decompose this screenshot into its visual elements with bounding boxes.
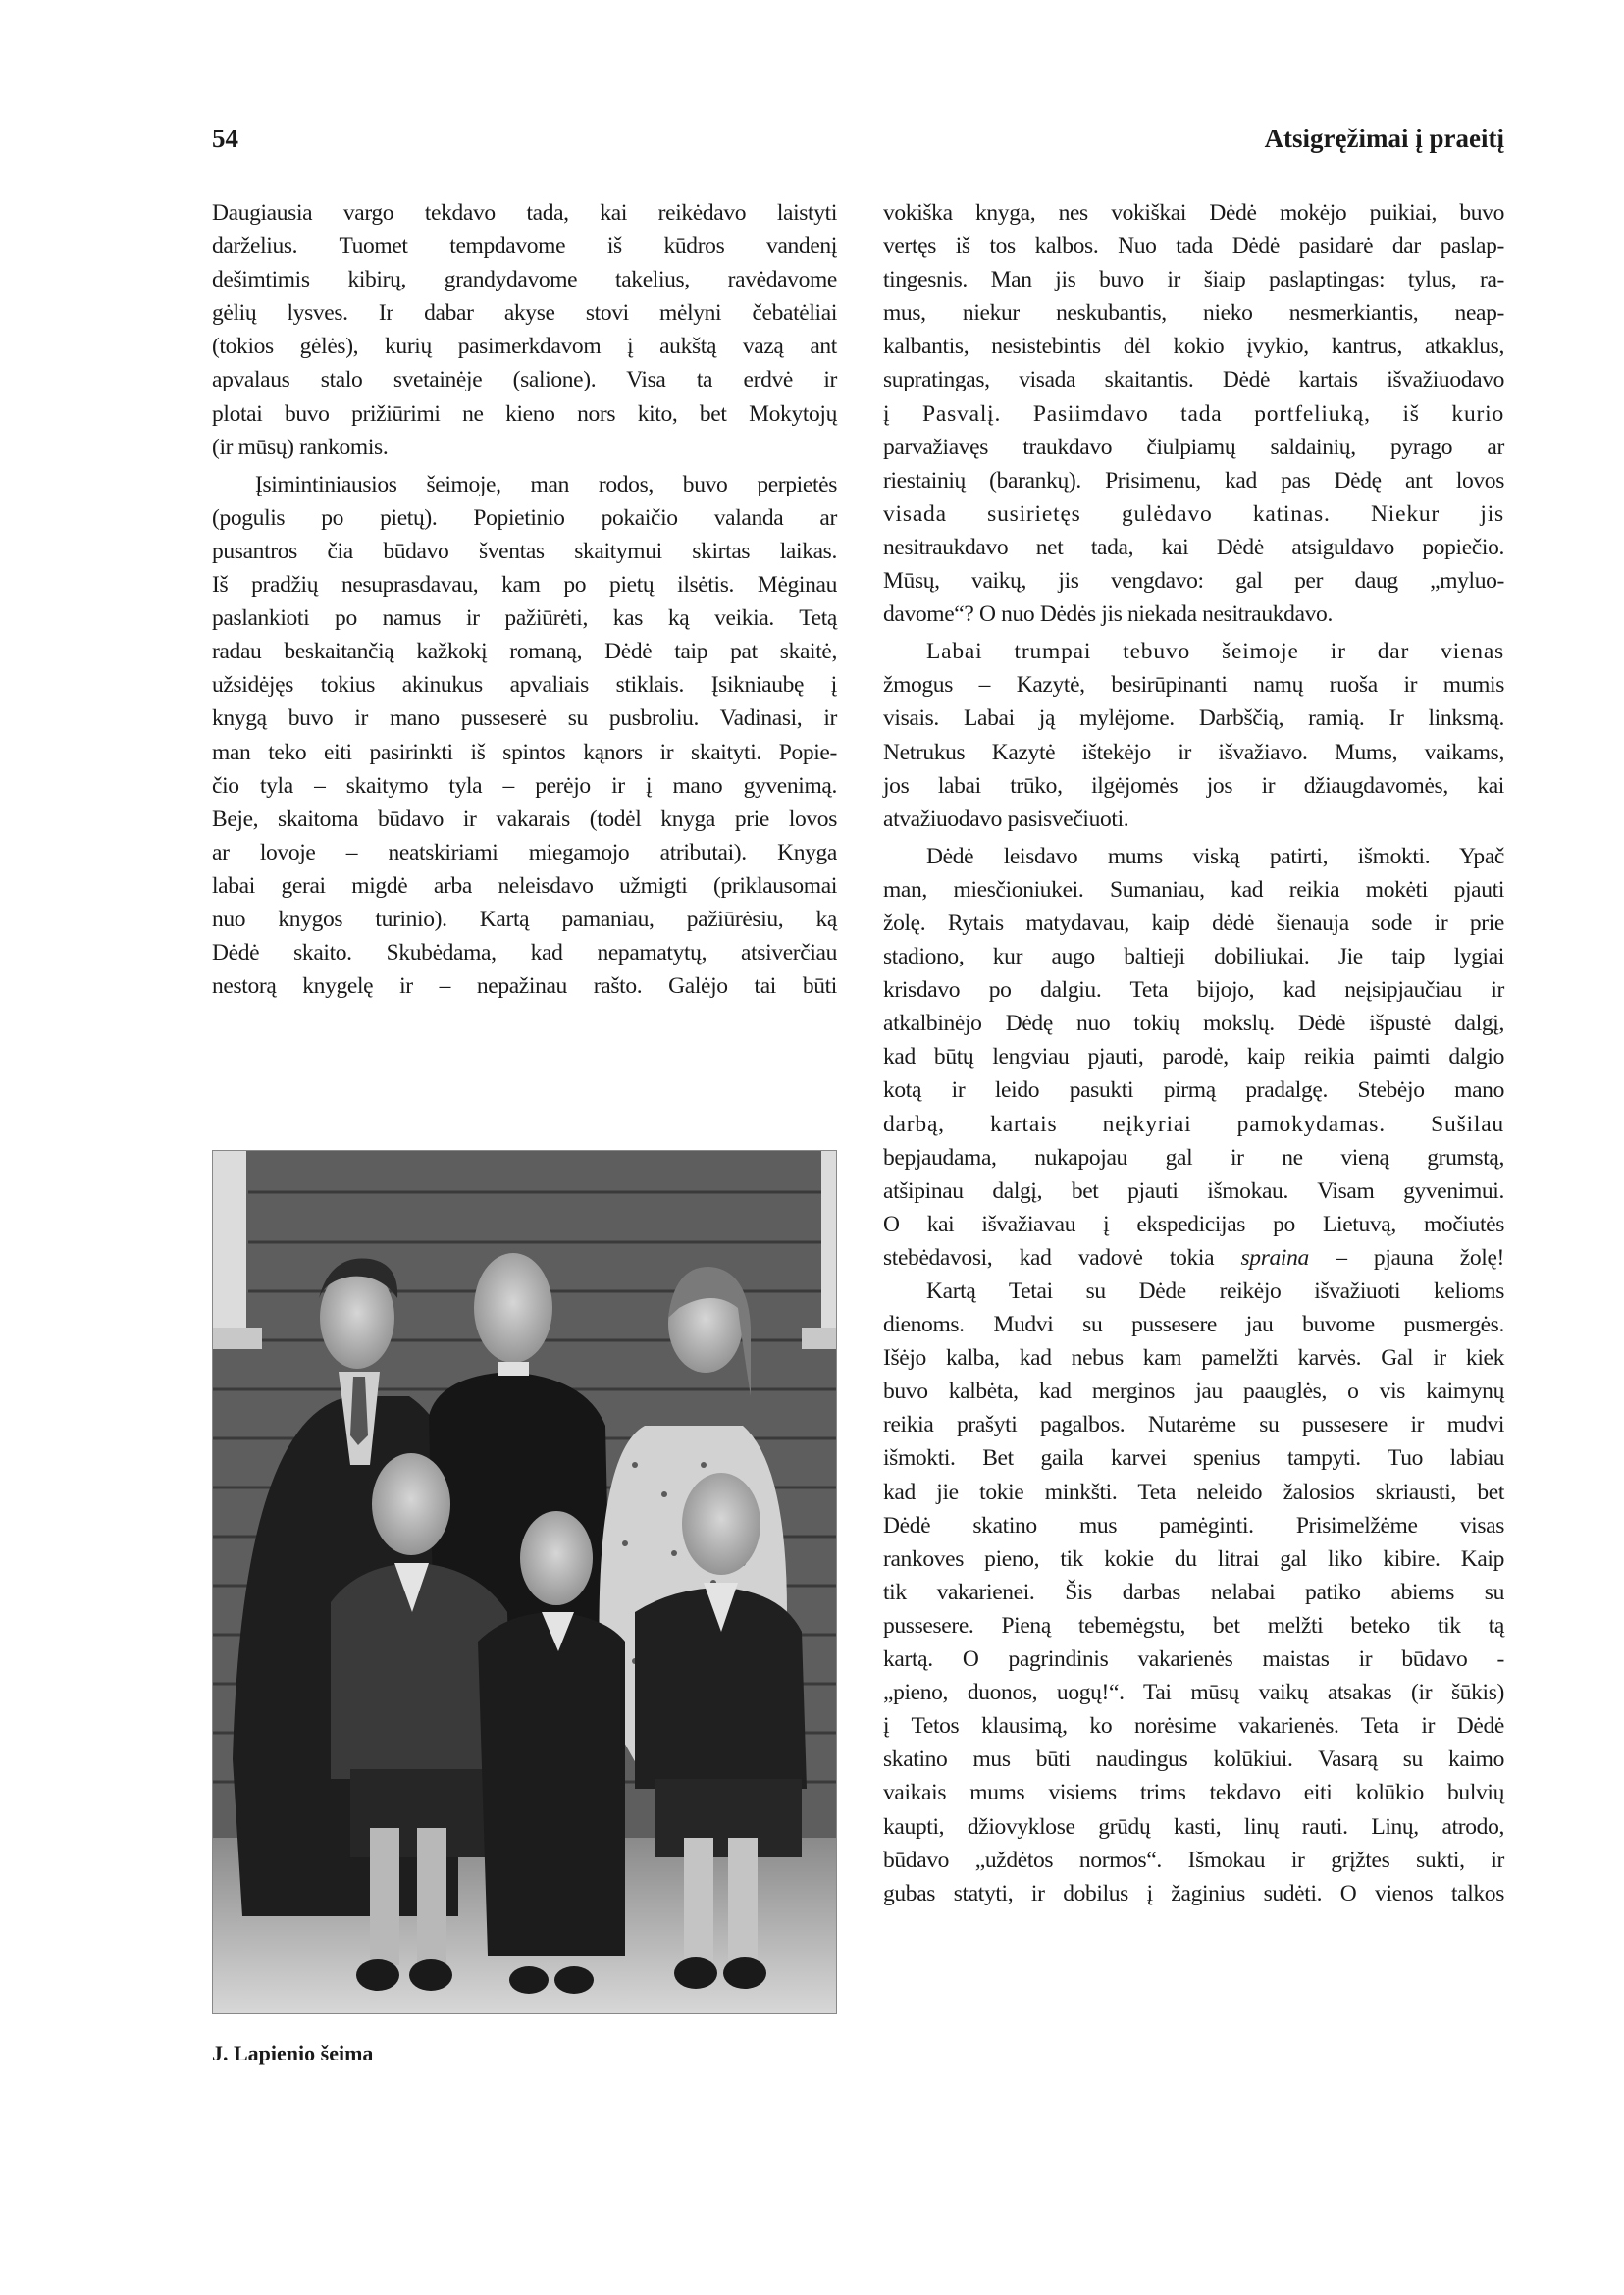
text-line: buvo kalbėta, kad merginos jau paauglės, o vis kaimynų [883, 1379, 1504, 1405]
text-line: kad jie tokie minkšti. Teta neleido žalosios skriausti, bet [883, 1479, 1504, 1505]
text-line: radau beskaitančią kažkokį romaną, Dėdė taip pat skaitė, [212, 639, 837, 665]
text-line: knygą buvo ir mano pusseserė su pusbroliu. Vadinasi, ir [212, 705, 837, 732]
text-line: (tokios gėlės), kurių pasimerkdavom į aukštą vazą ant [212, 334, 837, 360]
text-line: vokiška knyga, nes vokiškai Dėdė mokėjo puikiai, buvo [883, 200, 1504, 226]
text-line: Beje, skaitoma būdavo ir vakarais (todėl knyga prie lovos [212, 806, 837, 832]
text-line: stadiono, kur augo baltieji dobiliukai. Jie taip lygiai [883, 944, 1504, 970]
text-line: Kartą Tetai su Dėde reikėjo išvažiuoti kelioms [926, 1278, 1504, 1304]
text-line: kad būtų lengviau pjauti, parodė, kaip reikia paimti dalgio [883, 1044, 1504, 1070]
text-line: čio tyla – skaitymo tyla – perėjo ir į mano gyvenimą. [212, 772, 837, 799]
text-line: nestorą knygelę ir – nepažinau rašto. Galėjo tai būti [212, 973, 837, 1000]
text-line: atkalbinėjo Dėdę nuo tokių mokslų. Dėdė išpustė dalgį, [883, 1011, 1504, 1037]
text-line: pusantros čia būdavo šventas skaitymui skirtas laikas. [212, 538, 837, 564]
text-line: dienoms. Mudvi su pussesere jau buvome pusmergės. [883, 1312, 1504, 1338]
family-photo-illustration [213, 1151, 837, 2014]
text-line: Daugiausia vargo tekdavo tada, kai reikėdavo laistyti [212, 200, 837, 226]
text-line: ar lovoje – neatskiriami miegamojo atributai). Knyga [212, 839, 837, 865]
page-number: 54 [212, 124, 238, 153]
text-line: gėlių lysves. Ir dabar akyse stovi mėlyni čebatėliai [212, 300, 837, 327]
text-line: nuo knygos turinio). Kartą pamaniau, pažiūrėsiu, ką [212, 906, 837, 932]
text-line: mus, niekur neskubantis, nieko nesmerkiantis, neap- [883, 300, 1504, 327]
text-line: kaupti, džiovyklose grūdų kasti, linų rauti. Linų, atrodo, [883, 1813, 1504, 1840]
text-line: gubas statyti, ir dobilus į žaginius sudėti. O vienos talkos [883, 1880, 1504, 1906]
text-line: dešimtimis kibirų, grandydavome takelius, ravėdavome [212, 267, 837, 293]
text-line: Išėjo kalba, kad nebus kam pamelžti karvės. Gal ir kiek [883, 1345, 1504, 1372]
text-line: kartą. O pagrindinis vakarienės maistas ir būdavo - [883, 1646, 1504, 1673]
text-line: darbą, kartais neįkyriai pamokydamas. Sušilau [883, 1111, 1504, 1137]
text-line: visada susirietęs gulėdavo katinas. Niekur jis [883, 500, 1504, 527]
text-line: krisdavo po dalgiu. Teta bijojo, kad neįsipjaučiau ir [883, 977, 1504, 1004]
text-line: plotai buvo prižiūrimi ne kieno nors kito, bet Mokytojų [212, 400, 837, 427]
text-line: vaikais mums visiems trims tekdavo eiti kolūkio bulvių [883, 1780, 1504, 1806]
text-line: reikia prašyti pagalbos. Nutarėme su pussesere ir mudvi [883, 1412, 1504, 1438]
text-line: būdavo „uždėtos normos“. Išmokau ir grįžtes sukti, ir [883, 1847, 1504, 1873]
text-line: kalbantis, nesistebintis dėl kokio įvykio, kantrus, atkaklus, [883, 334, 1504, 360]
text-line: atvažiuodavo pasisvečiuoti. [883, 806, 1129, 832]
text-line: bepjaudama, nukapojau gal ir ne vieną grumstą, [883, 1144, 1504, 1171]
text-line: (pogulis po pietų). Popietinio pokaičio valanda ar [212, 504, 837, 531]
text-line: į Pasvalį. Pasiimdavo tada portfeliuką, iš kurio [883, 400, 1504, 427]
text-line: davome“? O nuo Dėdės jis niekada nesitraukdavo. [883, 601, 1333, 628]
text-line: kotą ir leido pasukti pirmą pradalgę. Stebėjo mano [883, 1077, 1504, 1104]
text-line: visais. Labai ją mylėjome. Darbščią, ramią. Ir linksmą. [883, 705, 1504, 732]
text-line: jos labai trūko, ilgėjomės jos ir džiaugdavomės, kai [883, 772, 1504, 799]
text-line: stebėdavosi, kad vadovė tokia spraina – pjauna žolę! [883, 1244, 1505, 1271]
text-line: parvažiavęs traukdavo čiulpiamų saldainių, pyrago ar [883, 434, 1504, 460]
text-line: darželius. Tuomet tempdavome iš kūdros vandenį [212, 234, 837, 260]
text-line: žolę. Rytais matydavau, kaip dėdė šienauja sode ir prie [883, 910, 1504, 936]
text-line: „pieno, duonos, uogų!“. Tai mūsų vaikų atsakas (ir šūkis) [883, 1680, 1504, 1706]
text-line: užsidėjęs tokius akinukus apvaliais stiklais. Įsikniaubę į [212, 672, 837, 699]
text-line: man, miesčioniukei. Sumaniau, kad reikia mokėti pjauti [883, 876, 1504, 903]
right-column-text [883, 196, 1504, 1910]
text-line: tik vakarienei. Šis darbas nelabai patiko abiems su [883, 1579, 1504, 1605]
text-line: vertęs iš tos kalbos. Nuo tada Dėdė pasidarė dar paslap- [883, 234, 1504, 260]
text-line: atšipinau dalgį, bet pjauti išmokau. Visam gyvenimui. [883, 1177, 1504, 1204]
text-line: žmogus – Kazytė, besirūpinanti namų ruoša ir mumis [883, 672, 1504, 699]
text-line: Dėdė skatino mus pamėginti. Prisimelžėme visas [883, 1512, 1504, 1539]
photo-caption: J. Lapienio šeima [212, 2041, 374, 2065]
text-line: į Tetos klausimą, ko norėsime vakarienės. Teta ir Dėdė [883, 1713, 1504, 1740]
text-line: Iš pradžių nesuprasdavau, kam po pietų ilsėtis. Mėginau [212, 572, 837, 599]
text-line: Dėdė leisdavo mums viską patirti, išmokti. Ypač [926, 843, 1504, 869]
text-line: nesitraukdavo net tada, kai Dėdė atsiguldavo popiečio. [883, 534, 1504, 560]
text-line: apvalaus stalo svetainėje (salione). Visa ta erdvė ir [212, 367, 837, 393]
text-line: skatino mus būti naudingus kolūkiui. Vasarą su kaimo [883, 1747, 1504, 1773]
text-line: tingesnis. Man jis buvo ir šiaip paslaptingas: tylus, ra- [883, 267, 1504, 293]
text-line: Labai trumpai tebuvo šeimoje ir dar vienas [926, 639, 1504, 665]
text-line: riestainių (barankų). Prisimenu, kad pas Dėdę ant lovos [883, 467, 1504, 494]
text-line: Dėdė skaito. Skubėdama, kad nepamatytų, atsiverčiau [212, 940, 837, 966]
text-line: rankoves pieno, tik kokie du litrai gal liko kibire. Kaip [883, 1545, 1504, 1572]
left-column-text [212, 196, 837, 1003]
text-line: išmokti. Bet gaila karvei spenius tampyti. Tuo labiau [883, 1445, 1504, 1472]
text-line: (ir mūsų) rankomis. [212, 434, 389, 460]
text-line: pussesere. Pieną tebemėgstu, bet melžti beteko tik tą [883, 1612, 1504, 1639]
text-line: labai gerai migdė arba neleisdavo užmigti (priklausomai [212, 872, 837, 899]
family-photo [212, 1150, 837, 2014]
text-line: Mūsų, vaikų, jis vengdavo: gal per daug „myluo- [883, 568, 1504, 595]
text-line: Įsimintiniausios šeimoje, man rodos, buvo perpietės [255, 471, 837, 497]
italic-term: spraina [1240, 1244, 1309, 1271]
text-line: supratingas, visada skaitantis. Dėdė kartais išvažiuodavo [883, 367, 1504, 393]
text-line: Netrukus Kazytė ištekėjo ir išvažiavo. Mums, vaikams, [883, 739, 1504, 765]
text-line: man teko eiti pasirinkti iš spintos kąnors ir skaityti. Popie- [212, 739, 837, 765]
text-line: paslankioti po namus ir pažiūrėti, kas ką veikia. Tetą [212, 605, 837, 632]
running-title: Atsigręžimai į praeitį [1264, 124, 1504, 153]
text-line: O kai išvažiavau į ekspedicijas po Lietuvą, močiutės [883, 1211, 1504, 1237]
